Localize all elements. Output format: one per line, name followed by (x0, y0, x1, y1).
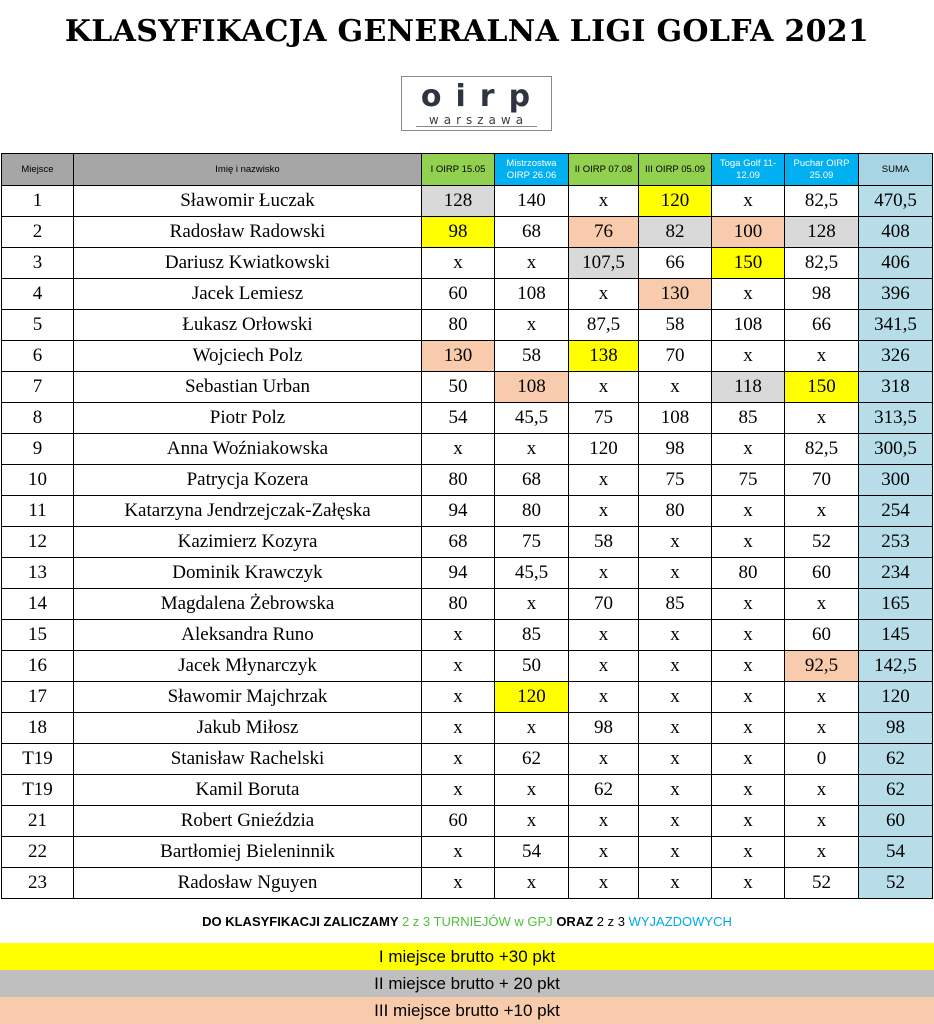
score-cell: 58 (569, 527, 639, 558)
note-part-5: WYJAZDOWYCH (628, 914, 732, 929)
score-cell: x (785, 837, 859, 868)
score-cell: 45,5 (495, 558, 569, 589)
score-cell: x (639, 806, 712, 837)
header-place: Miejsce (2, 154, 74, 186)
place-cell: 1 (2, 186, 74, 217)
score-cell: x (712, 775, 785, 806)
bonus-first-place: I miejsce brutto +30 pkt (0, 943, 934, 970)
sum-cell: 300,5 (859, 434, 933, 465)
sum-cell: 406 (859, 248, 933, 279)
place-cell: 12 (2, 527, 74, 558)
name-cell: Wojciech Polz (74, 341, 422, 372)
header-t3: II OIRP 07.08 (569, 154, 639, 186)
score-cell: 80 (639, 496, 712, 527)
name-cell: Aleksandra Runo (74, 620, 422, 651)
score-cell: x (712, 806, 785, 837)
score-cell: 85 (712, 403, 785, 434)
header-t4: III OIRP 05.09 (639, 154, 712, 186)
score-cell: 118 (712, 372, 785, 403)
score-cell: 52 (785, 868, 859, 899)
table-row (2, 589, 933, 620)
name-cell: Piotr Polz (74, 403, 422, 434)
score-cell: 128 (785, 217, 859, 248)
table-row (2, 496, 933, 527)
score-cell: x (639, 744, 712, 775)
score-cell: 76 (569, 217, 639, 248)
table-row (2, 434, 933, 465)
score-cell: x (785, 341, 859, 372)
score-cell: 0 (785, 744, 859, 775)
score-cell: 68 (495, 217, 569, 248)
score-cell: x (495, 310, 569, 341)
page-title: KLASYFIKACJA GENERALNA LIGI GOLFA 2021 (64, 14, 870, 49)
score-cell: x (569, 837, 639, 868)
score-cell: x (569, 651, 639, 682)
score-cell: x (712, 496, 785, 527)
score-cell: x (712, 186, 785, 217)
score-cell: x (569, 682, 639, 713)
table-row (2, 713, 933, 744)
score-cell: 80 (422, 310, 495, 341)
name-cell: Sławomir Majchrzak (74, 682, 422, 713)
table-body (2, 186, 933, 899)
score-cell: x (422, 868, 495, 899)
table-row (2, 186, 933, 217)
place-cell: 2 (2, 217, 74, 248)
score-cell: x (569, 558, 639, 589)
score-cell: x (495, 589, 569, 620)
table-row (2, 558, 933, 589)
score-cell: 45,5 (495, 403, 569, 434)
score-cell: 82,5 (785, 248, 859, 279)
score-cell: 80 (712, 558, 785, 589)
place-cell: 14 (2, 589, 74, 620)
score-cell: 52 (785, 527, 859, 558)
score-cell: x (712, 682, 785, 713)
table-row (2, 868, 933, 899)
score-cell: 75 (495, 527, 569, 558)
name-cell: Stanisław Rachelski (74, 744, 422, 775)
score-cell: x (422, 682, 495, 713)
score-cell: 68 (495, 465, 569, 496)
score-cell: 85 (495, 620, 569, 651)
name-cell: Sebastian Urban (74, 372, 422, 403)
score-cell: 87,5 (569, 310, 639, 341)
score-cell: 58 (495, 341, 569, 372)
score-cell: x (712, 868, 785, 899)
place-cell: 11 (2, 496, 74, 527)
score-cell: x (639, 775, 712, 806)
score-cell: 58 (639, 310, 712, 341)
name-cell: Anna Woźniakowska (74, 434, 422, 465)
sum-cell: 62 (859, 744, 933, 775)
score-cell: 60 (422, 279, 495, 310)
score-cell: 150 (785, 372, 859, 403)
name-cell: Kamil Boruta (74, 775, 422, 806)
score-cell: 108 (495, 372, 569, 403)
score-cell: 120 (495, 682, 569, 713)
score-cell: 75 (712, 465, 785, 496)
place-cell: 6 (2, 341, 74, 372)
note-part-1: DO KLASYFIKACJI ZALICZAMY (202, 914, 399, 929)
score-cell: 66 (639, 248, 712, 279)
score-cell: 70 (785, 465, 859, 496)
score-cell: x (422, 651, 495, 682)
place-cell: 17 (2, 682, 74, 713)
place-cell: 10 (2, 465, 74, 496)
place-cell: 5 (2, 310, 74, 341)
score-cell: 80 (422, 465, 495, 496)
sum-cell: 234 (859, 558, 933, 589)
score-cell: x (422, 713, 495, 744)
sum-cell: 62 (859, 775, 933, 806)
name-cell: Robert Gnieździa (74, 806, 422, 837)
table-row (2, 837, 933, 868)
score-cell: x (785, 403, 859, 434)
score-cell: x (422, 620, 495, 651)
name-cell: Jakub Miłosz (74, 713, 422, 744)
score-cell: x (639, 682, 712, 713)
bonus-third-place: III miejsce brutto +10 pkt (0, 997, 934, 1024)
score-cell: 92,5 (785, 651, 859, 682)
place-cell: 4 (2, 279, 74, 310)
score-cell: x (639, 713, 712, 744)
place-cell: T19 (2, 775, 74, 806)
name-cell: Patrycja Kozera (74, 465, 422, 496)
score-cell: x (785, 713, 859, 744)
score-cell: x (569, 465, 639, 496)
score-cell: x (495, 248, 569, 279)
score-cell: 108 (712, 310, 785, 341)
sum-cell: 253 (859, 527, 933, 558)
score-cell: x (639, 372, 712, 403)
table-row (2, 341, 933, 372)
score-cell: x (785, 806, 859, 837)
score-cell: x (569, 496, 639, 527)
classification-note (0, 914, 934, 929)
logo-sub-text: warszawa (428, 113, 529, 127)
table-row (2, 527, 933, 558)
standings-table (1, 153, 933, 899)
place-cell: 13 (2, 558, 74, 589)
score-cell: x (712, 279, 785, 310)
table-row (2, 682, 933, 713)
table-row (2, 651, 933, 682)
name-cell: Jacek Młynarczyk (74, 651, 422, 682)
place-cell: 21 (2, 806, 74, 837)
score-cell: x (569, 372, 639, 403)
sum-cell: 300 (859, 465, 933, 496)
header-t5: Toga Golf 11-12.09 (712, 154, 785, 186)
table-row (2, 248, 933, 279)
sum-cell: 408 (859, 217, 933, 248)
score-cell: 94 (422, 496, 495, 527)
logo-main-text: oirp (420, 79, 545, 114)
score-cell: x (569, 186, 639, 217)
score-cell: 120 (639, 186, 712, 217)
score-cell: 150 (712, 248, 785, 279)
sum-cell: 341,5 (859, 310, 933, 341)
score-cell: x (569, 806, 639, 837)
score-cell: 82 (639, 217, 712, 248)
sum-cell: 142,5 (859, 651, 933, 682)
place-cell: 16 (2, 651, 74, 682)
sum-cell: 52 (859, 868, 933, 899)
score-cell: x (639, 527, 712, 558)
sum-cell: 165 (859, 589, 933, 620)
score-cell: x (712, 589, 785, 620)
score-cell: x (495, 806, 569, 837)
note-part-2: 2 z 3 TURNIEJÓW w GPJ (401, 914, 553, 929)
name-cell: Bartłomiej Bieleninnik (74, 837, 422, 868)
name-cell: Radosław Nguyen (74, 868, 422, 899)
score-cell: 120 (569, 434, 639, 465)
sum-cell: 60 (859, 806, 933, 837)
score-cell: x (495, 868, 569, 899)
score-cell: 98 (422, 217, 495, 248)
name-cell: Dominik Krawczyk (74, 558, 422, 589)
score-cell: x (569, 620, 639, 651)
table-row (2, 403, 933, 434)
name-cell: Dariusz Kwiatkowski (74, 248, 422, 279)
score-cell: x (422, 744, 495, 775)
score-cell: x (785, 496, 859, 527)
table-row (2, 465, 933, 496)
score-cell: x (495, 775, 569, 806)
sum-cell: 396 (859, 279, 933, 310)
score-cell: x (569, 744, 639, 775)
oirp-logo (401, 76, 552, 131)
score-cell: 60 (785, 620, 859, 651)
score-cell: 80 (422, 589, 495, 620)
score-cell: x (639, 558, 712, 589)
place-cell: 18 (2, 713, 74, 744)
score-cell: 130 (422, 341, 495, 372)
header-name: Imię i nazwisko (74, 154, 422, 186)
score-cell: x (712, 341, 785, 372)
header-t1: I OIRP 15.05 (422, 154, 495, 186)
table-row (2, 620, 933, 651)
score-cell: x (639, 837, 712, 868)
name-cell: Jacek Lemiesz (74, 279, 422, 310)
score-cell: x (639, 620, 712, 651)
score-cell: x (422, 434, 495, 465)
name-cell: Łukasz Orłowski (74, 310, 422, 341)
score-cell: 138 (569, 341, 639, 372)
place-cell: T19 (2, 744, 74, 775)
place-cell: 3 (2, 248, 74, 279)
score-cell: x (785, 589, 859, 620)
score-cell: 68 (422, 527, 495, 558)
note-part-3: ORAZ (556, 914, 594, 929)
score-cell: 100 (712, 217, 785, 248)
sum-cell: 98 (859, 713, 933, 744)
score-cell: 62 (495, 744, 569, 775)
table-row (2, 744, 933, 775)
sum-cell: 326 (859, 341, 933, 372)
score-cell: 82,5 (785, 434, 859, 465)
table-row (2, 217, 933, 248)
score-cell: 75 (569, 403, 639, 434)
score-cell: 94 (422, 558, 495, 589)
score-cell: 80 (495, 496, 569, 527)
score-cell: 130 (639, 279, 712, 310)
sum-cell: 54 (859, 837, 933, 868)
place-cell: 15 (2, 620, 74, 651)
sum-cell: 254 (859, 496, 933, 527)
header-sum: SUMA (859, 154, 933, 186)
sum-cell: 470,5 (859, 186, 933, 217)
score-cell: x (422, 248, 495, 279)
score-cell: x (712, 837, 785, 868)
score-cell: x (569, 868, 639, 899)
score-cell: x (422, 775, 495, 806)
score-cell: x (495, 713, 569, 744)
score-cell: x (422, 837, 495, 868)
sum-cell: 145 (859, 620, 933, 651)
header-t2: Mistrzostwa OIRP 26.06 (495, 154, 569, 186)
score-cell: 108 (639, 403, 712, 434)
score-cell: 85 (639, 589, 712, 620)
score-cell: 98 (569, 713, 639, 744)
score-cell: 140 (495, 186, 569, 217)
score-cell: 75 (639, 465, 712, 496)
score-cell: x (785, 682, 859, 713)
score-cell: x (639, 651, 712, 682)
score-cell: x (569, 279, 639, 310)
note-part-4: 2 z 3 (596, 914, 625, 929)
table-row (2, 310, 933, 341)
place-cell: 23 (2, 868, 74, 899)
place-cell: 7 (2, 372, 74, 403)
name-cell: Radosław Radowski (74, 217, 422, 248)
score-cell: 98 (785, 279, 859, 310)
score-cell: 128 (422, 186, 495, 217)
name-cell: Kazimierz Kozyra (74, 527, 422, 558)
score-cell: 107,5 (569, 248, 639, 279)
sum-cell: 318 (859, 372, 933, 403)
score-cell: x (785, 775, 859, 806)
score-cell: x (712, 620, 785, 651)
place-cell: 8 (2, 403, 74, 434)
table-row (2, 806, 933, 837)
score-cell: x (712, 651, 785, 682)
score-cell: 98 (639, 434, 712, 465)
score-cell: 54 (495, 837, 569, 868)
header-row (2, 154, 933, 186)
bonus-second-place: II miejsce brutto + 20 pkt (0, 970, 934, 997)
score-cell: 70 (639, 341, 712, 372)
name-cell: Sławomir Łuczak (74, 186, 422, 217)
table-row (2, 279, 933, 310)
name-cell: Magdalena Żebrowska (74, 589, 422, 620)
score-cell: 70 (569, 589, 639, 620)
score-cell: x (712, 713, 785, 744)
place-cell: 22 (2, 837, 74, 868)
score-cell: 62 (569, 775, 639, 806)
score-cell: x (712, 744, 785, 775)
score-cell: 50 (495, 651, 569, 682)
score-cell: 54 (422, 403, 495, 434)
score-cell: 82,5 (785, 186, 859, 217)
score-cell: 50 (422, 372, 495, 403)
score-cell: 60 (785, 558, 859, 589)
place-cell: 9 (2, 434, 74, 465)
score-cell: 60 (422, 806, 495, 837)
sum-cell: 120 (859, 682, 933, 713)
score-cell: x (712, 434, 785, 465)
score-cell: x (495, 434, 569, 465)
score-cell: x (712, 527, 785, 558)
name-cell: Katarzyna Jendrzejczak-Załęska (74, 496, 422, 527)
score-cell: x (639, 868, 712, 899)
header-t6: Puchar OIRP 25.09 (785, 154, 859, 186)
score-cell: 66 (785, 310, 859, 341)
table-row (2, 775, 933, 806)
score-cell: 108 (495, 279, 569, 310)
sum-cell: 313,5 (859, 403, 933, 434)
table-row (2, 372, 933, 403)
